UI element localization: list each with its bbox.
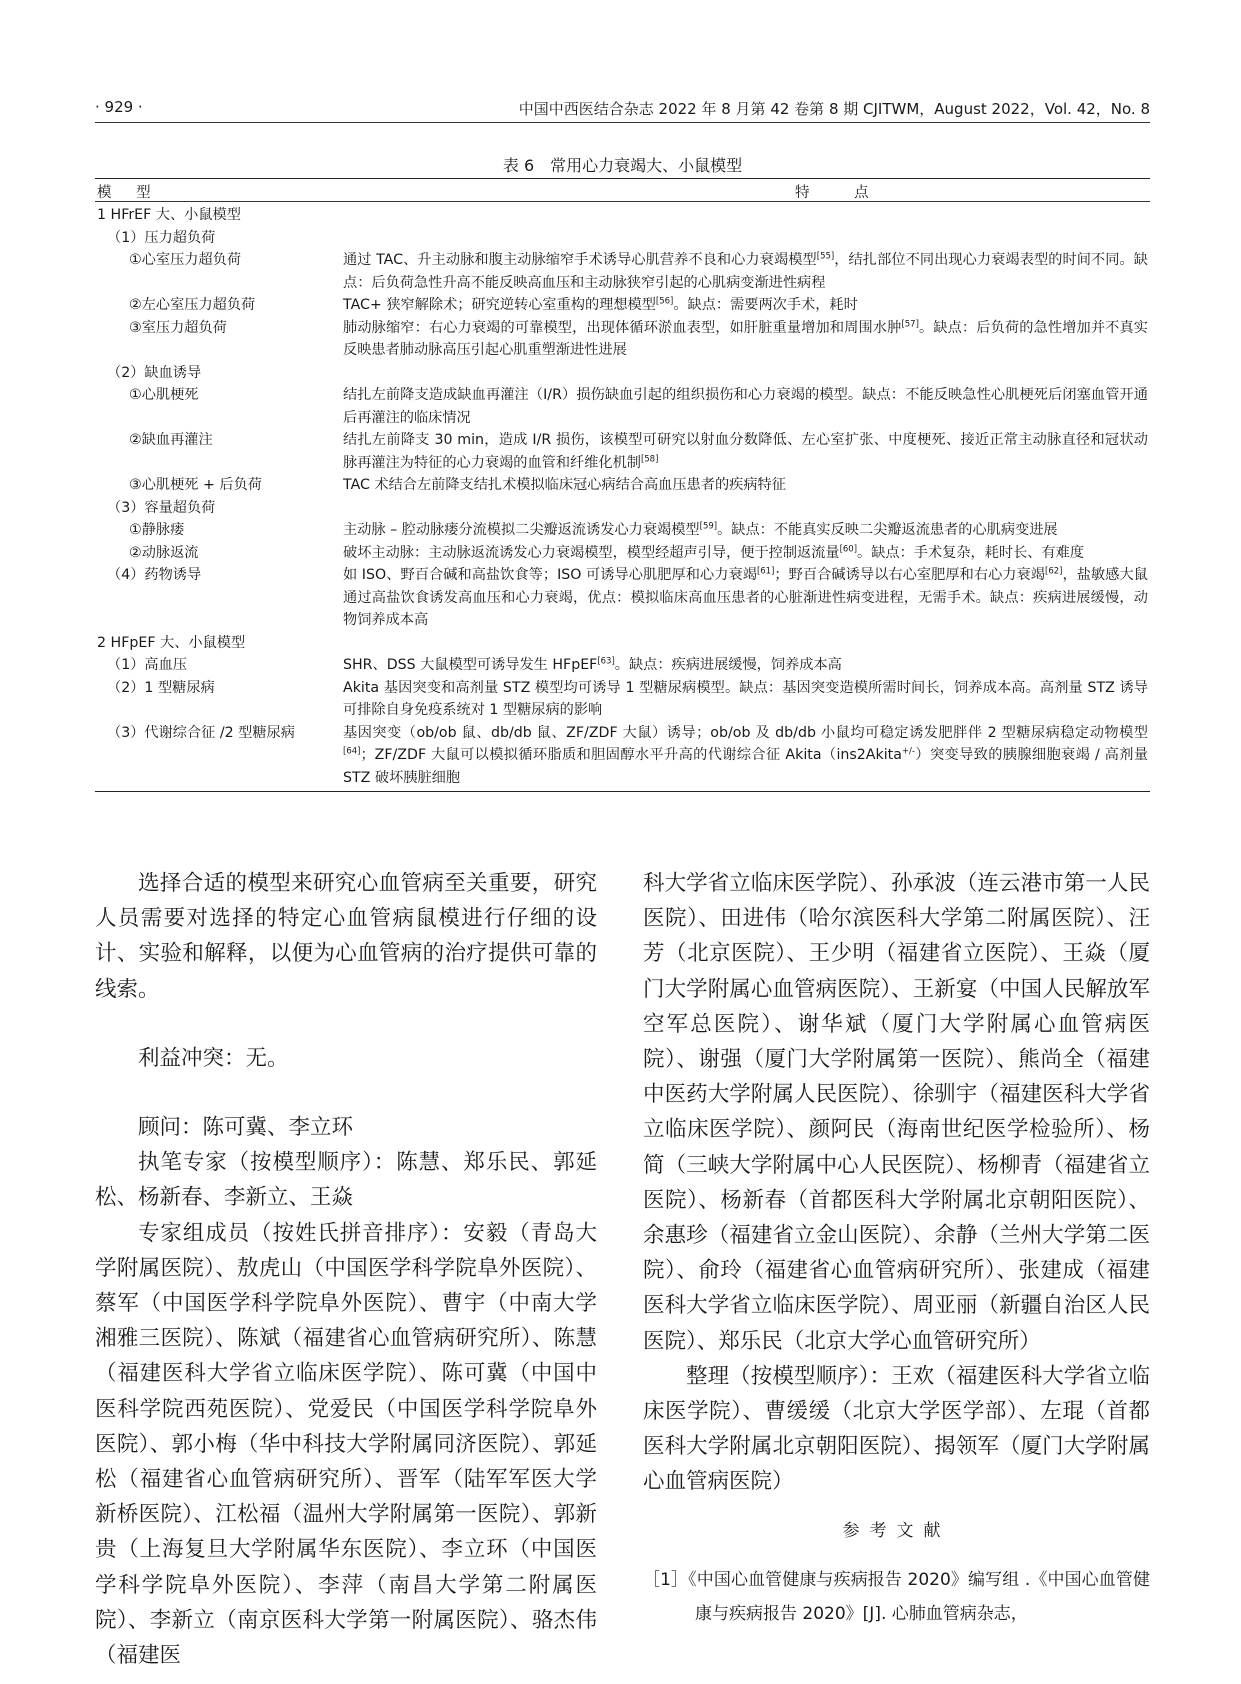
feature-cell — [343, 519, 1150, 542]
table-row — [95, 227, 1150, 250]
conclusion-paragraph: 选择合适的模型来研究心血管病至关重要，研究人员需要对选择的特定心血管病鼠模进行仔细的设计、实验和解释，以便为心血管病的治疗提供可靠的线索。 — [95, 871, 597, 1002]
feature-text: ，结扎部位不同出现心力衰竭表型的时间不同。缺点：后负荷急性升高不能反映高血压和主动脉狭窄引起的心肌病变渐进性病程 — [343, 252, 1148, 291]
feature-cell — [343, 564, 1150, 632]
writers-line: 执笔专家（按模型顺序）：陈慧、郑乐民、郭延松、杨新春、李新立、王焱 — [95, 1150, 597, 1211]
feature-cell — [343, 429, 1150, 474]
right-column — [643, 866, 1150, 1631]
feature-text: 基因突变（ob/ob 鼠、db/db 鼠、ZF/ZDF 大鼠）诱导；ob/ob 及 db/db 小鼠均可稳定诱发肥胖伴 2 型糖尿病稳定动物模型 — [343, 724, 1148, 741]
page-header — [95, 96, 1150, 123]
model-cell: ③心肌梗死 + 后负荷 — [129, 477, 262, 493]
members-paragraph-continued: 科大学省立临床医学院）、孙承波（连云港市第一人民医院）、田进伟（哈尔滨医科大学第二附属医院）、汪芳（北京医院）、王少明（福建省立医院）、王焱（厦门大学附属心血管病医院）、王新宴（中国人民解放军空军总医院）、谢华斌（厦门大学附属心血管病医院）、谢强（厦门大学附属第一医院）、熊尚全（福建中医药大学附属人民医院）、徐驯宇（福建医科大学省立临床医学院）、颜阿民（海南世纪医学检验所）、杨简（三峡大学附属中心人民医院）、杨柳青（福建省立医院）、杨新春（首都医科大学附属北京朝阳医院）、余惠珍（福建省立金山医院）、余静（兰州大学第二医院）、俞玲（福建省心血管病研究所）、张建成（福建医科大学省立临床医学院）、周亚丽（新疆自治区人民医院）、郑乐民（北京大学心血管研究所） — [643, 871, 1150, 1354]
citation-ref: [59] — [699, 521, 718, 532]
feature-text: 结扎左前降支造成缺血再灌注（I/R）损伤缺血引起的组织损伤和心力衰竭的模型。缺点：不能反映急性心肌梗死后闭塞血管开通后再灌注的临床情况 — [343, 387, 1148, 426]
feature-text: 主动脉 – 腔动脉瘘分流模拟二尖瓣返流诱发心力衰竭模型 — [343, 522, 700, 538]
feature-text: 肺动脉缩窄：右心力衰竭的可靠模型，出现体循环淤血表型，如肝脏重量增加和周围水肿 — [343, 319, 902, 336]
table-row — [95, 722, 1150, 790]
feature-cell — [343, 677, 1150, 722]
model-table — [95, 178, 1150, 792]
feature-cell — [343, 317, 1150, 362]
table-row — [95, 632, 1150, 655]
feature-text: TAC+ 狭窄解除术；研究逆转心室重构的理想模型 — [343, 297, 656, 313]
citation-ref: [57] — [901, 318, 919, 329]
model-cell: ①静脉瘘 — [129, 522, 185, 538]
citation-ref: [60] — [839, 543, 858, 554]
feature-cell — [343, 497, 1150, 520]
feature-cell — [343, 204, 1150, 227]
model-cell: ①心肌梗死 — [129, 387, 199, 403]
feature-text: 。缺点：不能真实反映二尖瓣返流患者的心肌病变进展 — [717, 522, 1058, 538]
feature-cell — [343, 722, 1150, 790]
model-cell: （3）代谢综合征 /2 型糖尿病 — [107, 724, 295, 741]
citation-ref: [62] — [1045, 566, 1063, 577]
table-header — [95, 179, 1150, 202]
table-row — [95, 384, 1150, 429]
model-cell: ①心室压力超负荷 — [129, 252, 242, 268]
citation-ref: [63] — [597, 656, 615, 667]
feature-text: TAC 术结合左前降支结扎术模拟临床冠心病结合高血压患者的疾病特征 — [343, 477, 786, 493]
feature-cell — [343, 249, 1150, 294]
feature-text: 通过 TAC、升主动脉和腹主动脉缩窄手术诱导心肌营养不良和心力衰竭模型 — [343, 252, 817, 268]
feature-text: 破坏主动脉：主动脉返流诱发心力衰竭模型，模型经超声引导，便于控制返流量 — [343, 544, 840, 561]
feature-text: ）突变导致的胰腺细胞衰竭 / 高剂量 STZ 破坏胰脏细胞 — [343, 747, 1149, 786]
feature-text: Akita 基因突变和高剂量 STZ 模型均可诱导 1 型糖尿病模型。缺点：基因突变造模所需时间长，饲养成本高。高剂量 STZ 诱导可排除自身免疫系统对 1 型糖尿病的影响 — [343, 679, 1148, 718]
table-row — [95, 204, 1150, 227]
table-title: 表 6 常用心力衰竭大、小鼠模型 — [502, 156, 743, 175]
column-header-model: 模 型 — [97, 185, 161, 201]
feature-cell — [343, 542, 1150, 565]
conflict-statement: 利益冲突：无。 — [138, 1045, 289, 1071]
advisors-line: 顾问：陈可冀、李立环 — [138, 1115, 354, 1141]
model-cell: （1）压力超负荷 — [107, 229, 216, 246]
citation-ref: [56] — [655, 296, 674, 307]
model-cell: （4）药物诱导 — [107, 567, 202, 583]
table-row — [95, 474, 1150, 497]
feature-text: 如 ISO、野百合碱和高盐饮食等；ISO 可诱导心肌肥厚和心力衰竭 — [343, 567, 757, 583]
citation-ref: [61] — [756, 566, 775, 577]
model-cell: ②左心室压力超负荷 — [129, 297, 256, 313]
model-cell: ③室压力超负荷 — [129, 319, 227, 336]
model-cell: 2 HFpEF 大、小鼠模型 — [97, 634, 246, 651]
members-paragraph: 专家组成员（按姓氏拼音排序）：安毅（青岛大学附属医院）、敖虎山（中国医学科学院阜外医院）、蔡军（中国医学科学院阜外医院）、曹宇（中南大学湘雅三医院）、陈斌（福建省心血管病研究所）、陈慧（福建医科大学省立临床医学院）、陈可冀（中国中医科学院西苑医院）、党爱民（中国医学科学院阜外医院）、郭小梅（华中科技大学附属同济医院）、郭延松（福建省心血管病研究所）、晋军（陆军军医大学新桥医院）、江松福（温州大学附属第一医院）、郭新贵（上海复旦大学附属华东医院）、李立环（中国医学科学院阜外医院）、李萍（南昌大学第二附属医院）、李新立（南京医科大学第一附属医院）、骆杰伟（福建医 — [95, 1220, 597, 1669]
table-row — [95, 564, 1150, 632]
table-row — [95, 317, 1150, 362]
column-header-feature: 特 点 — [795, 185, 889, 201]
table-row — [95, 542, 1150, 565]
feature-text: ；野百合碱诱导以右心室肥厚和右心力衰竭 — [774, 567, 1046, 583]
citation-ref: [55] — [816, 251, 835, 262]
model-cell: （2）缺血诱导 — [107, 364, 202, 381]
feature-cell — [343, 632, 1150, 655]
model-cell: （3）容量超负荷 — [107, 499, 216, 516]
journal-citation: 中国中西医结合杂志 2022 年 8 月第 42 卷第 8 期 CJITWM，August 2022，Vol. 42，No. 8 — [518, 100, 1150, 118]
table-row — [95, 677, 1150, 722]
feature-text: 。缺点：需要两次手术，耗时 — [673, 297, 858, 313]
feature-cell — [343, 294, 1150, 317]
table-row — [95, 654, 1150, 677]
model-cell: （2）1 型糖尿病 — [107, 679, 215, 696]
feature-cell — [343, 384, 1150, 429]
table-row — [95, 294, 1150, 317]
feature-cell — [343, 474, 1150, 497]
citation-ref: [58] — [640, 453, 659, 464]
feature-text: ；ZF/ZDF 大鼠可以模拟循环脂质和胆固醇水平升高的代谢综合征 Akita（ins2Akita — [360, 747, 902, 763]
feature-text: 结扎左前降支 30 min，造成 I/R 损伤，该模型可研究以射血分数降低、左心室扩张、中度梗死、接近正常主动脉直径和冠状动脉再灌注为特征的心力衰竭的血管和纤维化机制 — [343, 432, 1148, 471]
organizers-line: 整理（按模型顺序）：王欢（福建医科大学省立临床医学院）、曹缓缓（北京大学医学部）、左琨（首都医科大学附属北京朝阳医院）、揭领军（厦门大学附属心血管病医院） — [643, 1363, 1150, 1495]
references-title: 参考文献 — [842, 1520, 951, 1541]
feature-cell — [343, 362, 1150, 385]
table-row — [95, 249, 1150, 294]
model-cell: （1）高血压 — [107, 657, 187, 673]
table-body — [95, 202, 1150, 791]
table-row — [95, 519, 1150, 542]
left-column — [95, 866, 597, 1673]
feature-text: 。缺点：疾病进展缓慢，饲养成本高 — [614, 657, 842, 673]
feature-cell — [343, 227, 1150, 250]
page-number: · 929 · — [95, 98, 143, 116]
reference-item: ［1］《中国心血管健康与疾病报告 2020》编写组 .《中国心血管健康与疾病报告 2020》[J]. 心肺血管病杂志， — [643, 1569, 1150, 1624]
feature-text: 。缺点：手术复杂，耗时长、有难度 — [857, 544, 1085, 561]
model-cell: ②缺血再灌注 — [129, 432, 213, 448]
citation-ref: [64] — [343, 746, 361, 757]
table-row — [95, 429, 1150, 474]
feature-text: SHR、DSS 大鼠模型可诱导发生 HFpEF — [343, 657, 598, 673]
feature-text: 。缺点：后负荷的急性增加并不真实反映患者肺动脉高压引起心肌重塑渐进性进展 — [343, 319, 1148, 358]
table-row — [95, 362, 1150, 385]
model-cell: 1 HFrEF 大、小鼠模型 — [97, 207, 241, 223]
citation-ref: +/- — [901, 746, 915, 757]
feature-text: ，盐敏感大鼠通过高盐饮食诱发高血压和心力衰竭，优点：模拟临床高血压患者的心脏渐进性病变进程，无需手术。缺点：疾病进展缓慢，动物饲养成本高 — [343, 567, 1148, 628]
model-cell: ②动脉返流 — [129, 544, 199, 561]
table-row — [95, 497, 1150, 520]
feature-cell — [343, 654, 1150, 677]
